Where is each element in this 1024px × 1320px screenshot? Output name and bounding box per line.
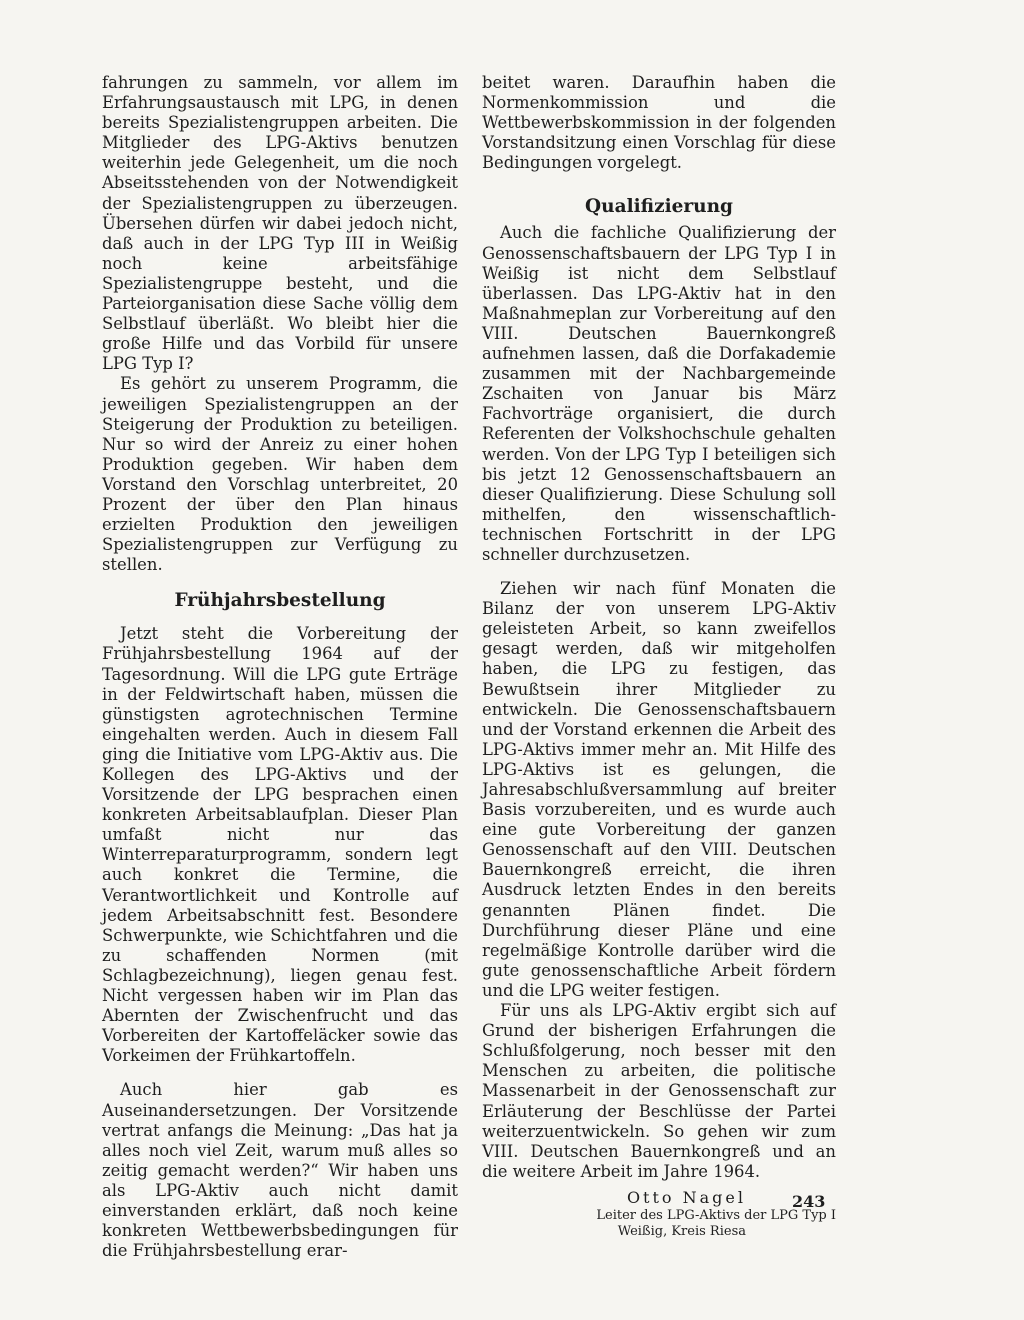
left-column	[102, 73, 458, 1261]
signature-role: Leiter des LPG-Aktivs der LPG Typ I	[596, 1207, 836, 1223]
left-paragraph-4: Auch hier gab es Auseinandersetzungen. Der Vorsitzende vertrat anfangs die Meinung: „Das hat ja alles noch viel Zeit, warum muß alles so zeitig gemacht werden?“ Wir haben uns als LPG-Aktiv auch nicht damit einverstanden erklärt, daß noch keine konkreten Wettbewerbsbedingungen für die Frühjahrsbestellung erar-	[102, 1080, 458, 1261]
section-heading-qualifizierung: Qualifizierung	[585, 196, 733, 218]
right-paragraph-2: Auch die fachliche Qualifizierung der Genossenschaftsbauern der LPG Typ I in Weißig ist nicht dem Selbstlauf überlassen. Das LPG-Aktiv hat in den Maßnahmeplan zur Vorbereitung auf den VIII. Deutschen Bauernkongreß aufnehmen lassen, daß die Dorfakademie zusammen mit der Nachbargemeinde Zschaiten von Januar bis März Fachvorträge organisiert, die durch Referenten der Volkshochschule gehalten werden. Von der LPG Typ I beteiligen sich bis jetzt 12 Genossenschaftsbauern an dieser Qualifizierung. Diese Schulung soll mithelfen, den wissenschaftlich-technischen Fortschritt in der LPG schneller durchzusetzen.	[482, 223, 836, 564]
page-number: 243	[792, 1192, 826, 1211]
right-paragraph-4: Für uns als LPG-Aktiv ergibt sich auf Grund der bisherigen Erfahrungen die Schlußfolgerung, noch besser mit den Menschen zu arbeiten, die politische Massenarbeit in der Genossenschaft zur Erläuterung der Beschlüsse der Partei weiterzuentwickeln. So gehen wir zum VIII. Deutschen Bauernkongreß und an die weitere Arbeit im Jahre 1964.	[482, 1001, 836, 1181]
right-paragraph-1: beitet waren. Daraufhin haben die Normenkommission und die Wettbewerbskommission in der folgenden Vorstandsitzung einen Vorschlag für diese Bedingungen vorgelegt.	[482, 73, 836, 173]
left-paragraph-3: Jetzt steht die Vorbereitung der Frühjahrsbestellung 1964 auf der Tagesordnung. Will die LPG gute Erträge in der Feldwirtschaft haben, müssen die günstigsten agrotechnischen Termine eingehalten werden. Auch in diesem Fall ging die Initiative vom LPG-Aktiv aus. Die Kollegen des LPG-Aktivs und der Vorsitzende der LPG besprachen einen konkreten Arbeitsablaufplan. Dieser Plan umfaßt nicht nur das Winterreparaturprogramm, sondern legt auch konkret die Termine, die Verantwortlichkeit und Kontrolle auf jedem Arbeitsabschnitt fest. Besondere Schwerpunkte, wie Schichtfahren und die zu schaffenden Normen (mit Schlagbezeichnung), liegen genau fest. Nicht vergessen haben wir im Plan das Abernten der Zwischenfrucht und das Vorbereiten der Kartoffeläcker sowie das Vorkeimen der Frühkartoffeln.	[102, 624, 458, 1066]
section-heading-fruehjahrsbestellung: Frühjahrsbestellung	[174, 590, 386, 612]
left-paragraph-2: Es gehört zu unserem Programm, die jeweiligen Spezialistengruppen an der Steigerung der Produktion zu beteiligen. Nur so wird der Anreiz zu einer hohen Produktion gegeben. Wir haben dem Vorstand den Vorschlag unterbreitet, 20 Prozent der über den Plan hinaus erzielten Produktion den jeweiligen Spezialistengruppen zur Verfügung zu stellen.	[102, 374, 458, 575]
signature-place: Weißig, Kreis Riesa	[617, 1223, 746, 1239]
right-column	[482, 73, 836, 1240]
signature-block	[482, 1188, 836, 1240]
left-paragraph-1: fahrungen zu sammeln, vor allem im Erfahrungsaustausch mit LPG, in denen bereits Spezialistengruppen arbeiten. Die Mitglieder des LPG-Aktivs benutzen weiterhin jede Gelegenheit, um die noch Abseitsstehenden von der Notwendigkeit der Spezialistengruppen zu überzeugen. Übersehen dürfen wir dabei jedoch nicht, daß auch in der LPG Typ III in Weißig noch keine arbeitsfähige Spezialistengruppe besteht, und die Parteiorganisation diese Sache völlig dem Selbstlauf überläßt. Wo bleibt hier die große Hilfe und das Vorbild für unsere LPG Typ I?	[102, 73, 458, 374]
signature-name: Otto Nagel	[626, 1187, 746, 1207]
right-paragraph-3: Ziehen wir nach fünf Monaten die Bilanz der von unserem LPG-Aktiv geleisteten Arbeit, so kann zweifellos gesagt werden, daß wir mitgeholfen haben, die LPG zu festigen, das Bewußtsein ihrer Mitglieder zu entwickeln. Die Genossenschaftsbauern und der Vorstand erkennen die Arbeit des LPG-Aktivs immer mehr an. Mit Hilfe des LPG-Aktivs ist es gelungen, die Jahresabschlußversammlung auf breiter Basis vorzubereiten, und es wurde auch eine gute Vorbereitung der ganzen Genossenschaft auf den VIII. Deutschen Bauernkongreß erreicht, die ihren Ausdruck letzten Endes in den bereits genannten Plänen findet. Die Durchführung dieser Pläne und eine regelmäßige Kontrolle darüber wird die gute genossenschaftliche Arbeit fördern und die LPG weiter festigen.	[482, 579, 836, 1000]
